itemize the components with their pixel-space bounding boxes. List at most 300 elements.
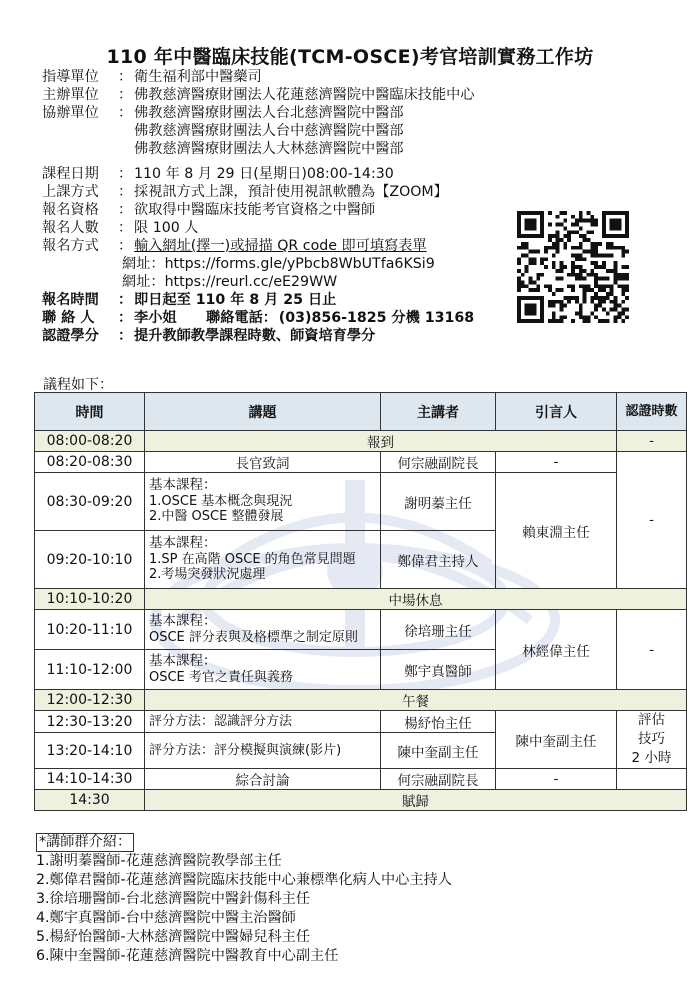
qr-module bbox=[621, 253, 625, 257]
qr-module bbox=[579, 304, 583, 308]
row-speaker: 何宗融副院長 bbox=[381, 452, 496, 473]
qr-module bbox=[575, 257, 579, 261]
row-time: 09:20-10:10 bbox=[35, 531, 145, 589]
qr-module bbox=[552, 253, 556, 257]
row-time: 12:00-12:30 bbox=[35, 690, 145, 711]
qr-module bbox=[521, 319, 525, 323]
qr-module bbox=[590, 296, 594, 300]
qr-module bbox=[525, 284, 529, 288]
qr-module bbox=[529, 311, 533, 315]
qr-module bbox=[571, 288, 575, 292]
header-credit: 認證時數 bbox=[617, 393, 687, 431]
organizer-value: 佛教慈濟醫療財團法人花蓮慈濟醫院中醫臨床技能中心 bbox=[134, 87, 475, 103]
qr-module bbox=[606, 319, 610, 323]
qr-module bbox=[517, 223, 521, 227]
qr-module bbox=[521, 242, 525, 246]
qr-module bbox=[594, 223, 598, 227]
row-topic: 午餐 bbox=[145, 690, 687, 711]
qr-module bbox=[540, 296, 544, 300]
qr-module bbox=[625, 215, 629, 219]
qr-module bbox=[590, 230, 594, 234]
credit-group-c bbox=[617, 711, 687, 769]
qr-module bbox=[529, 257, 533, 261]
topic-head: 基本課程： bbox=[149, 653, 217, 669]
date-value: 110 年 8 月 29 日(星期日)08:00-14:30 bbox=[134, 166, 394, 182]
qr-module bbox=[617, 219, 621, 223]
speaker-introduction bbox=[36, 833, 452, 966]
qr-module bbox=[590, 311, 594, 315]
qr-module bbox=[559, 315, 563, 319]
supervisor-value: 衛生福利部中醫藥司 bbox=[134, 69, 262, 85]
qr-module bbox=[610, 308, 614, 312]
qr-module bbox=[583, 238, 587, 242]
qr-module bbox=[602, 265, 606, 269]
organizer-row bbox=[42, 86, 682, 104]
qr-module bbox=[529, 226, 533, 230]
qr-module bbox=[606, 234, 610, 238]
qr-module bbox=[590, 242, 594, 246]
co-organizer-row bbox=[42, 104, 682, 122]
credit-group-b: - bbox=[617, 610, 687, 690]
qr-module bbox=[532, 250, 536, 254]
qr-module bbox=[587, 250, 591, 254]
qr-module bbox=[517, 219, 521, 223]
qr-module bbox=[587, 284, 591, 288]
credit-group-a: - bbox=[617, 452, 687, 589]
qr-module bbox=[614, 211, 618, 215]
qr-module bbox=[594, 219, 598, 223]
co-organizer-value-1: 佛教慈濟醫療財團法人台北慈濟醫院中醫部 bbox=[134, 105, 404, 121]
qr-module bbox=[540, 308, 544, 312]
qr-module bbox=[575, 265, 579, 269]
qr-module bbox=[521, 246, 525, 250]
phone-label: 聯絡電話 bbox=[206, 310, 263, 326]
qr-module bbox=[583, 296, 587, 300]
qr-module bbox=[617, 311, 621, 315]
qr-module bbox=[625, 223, 629, 227]
qr-module bbox=[548, 288, 552, 292]
qr-module bbox=[567, 238, 571, 242]
qr-module bbox=[571, 246, 575, 250]
qr-module bbox=[579, 277, 583, 281]
qr-module bbox=[525, 296, 529, 300]
qr-module bbox=[606, 242, 610, 246]
qr-module bbox=[525, 253, 529, 257]
row-time: 08:20-08:30 bbox=[35, 452, 145, 473]
qr-module bbox=[594, 308, 598, 312]
qr-module bbox=[625, 288, 629, 292]
qr-module bbox=[567, 300, 571, 304]
row-topic: 評分方法：評分模擬與演練(影片) bbox=[145, 733, 381, 769]
qr-module bbox=[517, 277, 521, 281]
qr-module bbox=[602, 288, 606, 292]
qr-module bbox=[556, 238, 560, 242]
qr-module bbox=[525, 265, 529, 269]
qr-module bbox=[594, 250, 598, 254]
qr-module bbox=[556, 246, 560, 250]
qr-module bbox=[540, 261, 544, 265]
qr-module bbox=[621, 300, 625, 304]
qr-module bbox=[590, 253, 594, 257]
row-time: 08:00-08:20 bbox=[35, 431, 145, 452]
qr-module bbox=[590, 300, 594, 304]
row-topic bbox=[145, 473, 381, 531]
qr-module bbox=[548, 284, 552, 288]
page-title: 110 年中醫臨床技能(TCM-OSCE)考官培訓實務工作坊 bbox=[106, 46, 594, 68]
deadline-value: 即日起至 110 年 8 月 25 日止 bbox=[134, 292, 337, 308]
qr-module bbox=[610, 242, 614, 246]
qr-module bbox=[575, 230, 579, 234]
list-item: 3.徐培珊醫師-台北慈濟醫院中醫針傷科主任 bbox=[36, 891, 311, 907]
qr-module bbox=[521, 296, 525, 300]
table-row bbox=[35, 790, 687, 811]
qr-module bbox=[556, 230, 560, 234]
qr-module bbox=[610, 211, 614, 215]
qr-module bbox=[540, 226, 544, 230]
qr-module bbox=[532, 288, 536, 292]
qr-module bbox=[625, 219, 629, 223]
qr-module bbox=[617, 226, 621, 230]
qr-module bbox=[579, 246, 583, 250]
qr-module bbox=[571, 253, 575, 257]
qr-module bbox=[610, 226, 614, 230]
topic-head: 基本課程： bbox=[149, 535, 217, 552]
qr-module bbox=[556, 223, 560, 227]
qr-module bbox=[590, 261, 594, 265]
qr-module bbox=[525, 311, 529, 315]
header-speaker: 主講者 bbox=[381, 393, 496, 431]
qr-module bbox=[617, 315, 621, 319]
qr-module bbox=[563, 242, 567, 246]
qr-module bbox=[567, 273, 571, 277]
qr-module bbox=[525, 246, 529, 250]
qr-module bbox=[529, 308, 533, 312]
qr-module bbox=[594, 304, 598, 308]
qr-module bbox=[583, 219, 587, 223]
qr-module bbox=[548, 223, 552, 227]
topic-head: 基本課程： bbox=[149, 613, 217, 629]
qr-module bbox=[525, 304, 529, 308]
capacity-label: 報名人數 bbox=[42, 220, 99, 236]
qr-module bbox=[617, 223, 621, 227]
qr-module bbox=[583, 292, 587, 296]
row-time: 11:10-12:00 bbox=[35, 650, 145, 690]
qr-module bbox=[575, 300, 579, 304]
qr-module bbox=[583, 288, 587, 292]
qr-module bbox=[602, 223, 606, 227]
colon: ： bbox=[118, 105, 133, 121]
host-group-a: 賴東淵主任 bbox=[496, 473, 617, 589]
qr-module bbox=[517, 304, 521, 308]
qr-module bbox=[583, 315, 587, 319]
co-organizer-label: 協辦單位 bbox=[42, 105, 99, 121]
supervisor-label: 指導單位 bbox=[42, 69, 99, 85]
qr-module bbox=[594, 281, 598, 285]
qr-module bbox=[606, 211, 610, 215]
list-item: 4.鄭宇真醫師-台中慈濟醫院中醫主治醫師 bbox=[36, 910, 296, 926]
qr-module bbox=[610, 223, 614, 227]
qr-module bbox=[525, 269, 529, 273]
qr-module bbox=[602, 296, 606, 300]
qr-module bbox=[598, 253, 602, 257]
qr-module bbox=[614, 219, 618, 223]
qr-module bbox=[575, 246, 579, 250]
qr-module bbox=[556, 300, 560, 304]
qr-module bbox=[548, 304, 552, 308]
qr-module bbox=[571, 269, 575, 273]
qr-module bbox=[621, 319, 625, 323]
qr-module bbox=[617, 234, 621, 238]
qr-module bbox=[598, 300, 602, 304]
qr-module bbox=[552, 246, 556, 250]
qr-module bbox=[579, 315, 583, 319]
row-topic: 長官致詞 bbox=[145, 452, 381, 473]
qr-module bbox=[525, 308, 529, 312]
qr-module bbox=[540, 304, 544, 308]
row-topic: 報到 bbox=[145, 431, 617, 452]
qr-module bbox=[563, 219, 567, 223]
qr-module bbox=[614, 269, 618, 273]
co-organizer-value-3: 佛教慈濟醫療財團法人大林慈濟醫院中醫部 bbox=[134, 141, 404, 157]
qr-module bbox=[563, 226, 567, 230]
row-speaker: 何宗融副院長 bbox=[381, 769, 496, 790]
table-row bbox=[35, 473, 687, 531]
qr-code-icon[interactable] bbox=[517, 211, 629, 323]
qr-module bbox=[621, 250, 625, 254]
row-speaker: 徐培珊主任 bbox=[381, 610, 496, 650]
qr-module bbox=[614, 273, 618, 277]
qr-module bbox=[552, 315, 556, 319]
qr-module bbox=[532, 211, 536, 215]
credit-line: 2 小時 bbox=[631, 750, 672, 766]
qr-module bbox=[621, 211, 625, 215]
qr-module bbox=[517, 230, 521, 234]
colon: ： bbox=[118, 166, 133, 182]
qr-module bbox=[525, 211, 529, 215]
qr-module bbox=[606, 269, 610, 273]
qr-module bbox=[556, 215, 560, 219]
qr-module bbox=[587, 273, 591, 277]
list-item: 5.楊紓怡醫師-大林慈濟醫院中醫婦兒科主任 bbox=[36, 929, 311, 945]
qr-module bbox=[621, 234, 625, 238]
registration-url-1[interactable]: 網址：https://forms.gle/yPbcb8WbUTfa6KSi9 bbox=[122, 256, 435, 272]
qr-module bbox=[602, 253, 606, 257]
qr-module bbox=[579, 211, 583, 215]
qr-module bbox=[587, 211, 591, 215]
row-topic: 評分方法：認識評分方法 bbox=[145, 711, 381, 733]
qr-module bbox=[559, 269, 563, 273]
qr-module bbox=[610, 288, 614, 292]
qr-module bbox=[544, 265, 548, 269]
host-group-b: 林經偉主任 bbox=[496, 610, 617, 690]
row-speaker: 鄭偉君主持人 bbox=[381, 531, 496, 589]
qr-module bbox=[529, 288, 533, 292]
qr-module bbox=[625, 315, 629, 319]
qr-module bbox=[548, 246, 552, 250]
qr-module bbox=[529, 304, 533, 308]
qr-module bbox=[614, 296, 618, 300]
qr-module bbox=[556, 288, 560, 292]
qr-module bbox=[602, 300, 606, 304]
topic-line: 1.SP 在高階 OSCE 的角色常見問題 bbox=[149, 551, 356, 567]
qr-module bbox=[606, 246, 610, 250]
qr-module bbox=[525, 319, 529, 323]
qr-module bbox=[536, 211, 540, 215]
row-topic bbox=[145, 531, 381, 589]
qr-module bbox=[529, 250, 533, 254]
list-item: 1.謝明蓁醫師-花蓮慈濟醫院教學部主任 bbox=[36, 853, 282, 869]
qr-module bbox=[625, 296, 629, 300]
qr-module bbox=[625, 226, 629, 230]
qr-module bbox=[598, 284, 602, 288]
qr-module bbox=[587, 319, 591, 323]
qr-module bbox=[594, 296, 598, 300]
row-host: - bbox=[496, 769, 617, 790]
row-topic: 賦歸 bbox=[145, 790, 687, 811]
qr-module bbox=[563, 315, 567, 319]
qr-module bbox=[525, 234, 529, 238]
qr-module bbox=[517, 215, 521, 219]
qr-module bbox=[614, 300, 618, 304]
qr-module bbox=[590, 269, 594, 273]
date-row bbox=[42, 165, 682, 183]
qr-module bbox=[521, 281, 525, 285]
qr-module bbox=[594, 292, 598, 296]
qr-module bbox=[540, 223, 544, 227]
row-topic: 綜合討論 bbox=[145, 769, 381, 790]
qr-module bbox=[610, 219, 614, 223]
qr-module bbox=[602, 226, 606, 230]
row-speaker: 謝明蓁主任 bbox=[381, 473, 496, 531]
qr-module bbox=[517, 226, 521, 230]
colon: ： bbox=[118, 184, 133, 200]
colon: ： bbox=[118, 238, 133, 254]
qr-module bbox=[556, 242, 560, 246]
qr-module bbox=[529, 277, 533, 281]
qr-module bbox=[602, 284, 606, 288]
qr-module bbox=[610, 284, 614, 288]
qr-module bbox=[614, 226, 618, 230]
qr-module bbox=[567, 230, 571, 234]
qr-module bbox=[536, 273, 540, 277]
row-speaker: 楊紓怡主任 bbox=[381, 711, 496, 733]
qr-module bbox=[606, 284, 610, 288]
capacity-value: 限 100 人 bbox=[134, 220, 199, 236]
qr-module bbox=[556, 250, 560, 254]
qr-module bbox=[536, 296, 540, 300]
method-label: 報名方式 bbox=[42, 238, 99, 254]
qr-module bbox=[556, 234, 560, 238]
qr-module bbox=[559, 304, 563, 308]
qr-module bbox=[521, 211, 525, 215]
qr-module bbox=[536, 288, 540, 292]
qr-module bbox=[552, 292, 556, 296]
qr-module bbox=[540, 211, 544, 215]
qr-module bbox=[606, 253, 610, 257]
qr-module bbox=[575, 219, 579, 223]
credit-line: 技巧 bbox=[638, 731, 665, 747]
qr-module bbox=[621, 288, 625, 292]
qr-module bbox=[575, 273, 579, 277]
qr-module bbox=[540, 319, 544, 323]
qr-module bbox=[536, 234, 540, 238]
qr-module bbox=[571, 273, 575, 277]
qr-module bbox=[598, 265, 602, 269]
qr-module bbox=[594, 261, 598, 265]
qr-module bbox=[598, 319, 602, 323]
qr-module bbox=[621, 311, 625, 315]
qr-module bbox=[540, 219, 544, 223]
qr-module bbox=[532, 234, 536, 238]
qr-module bbox=[602, 308, 606, 312]
qr-module bbox=[579, 226, 583, 230]
qr-module bbox=[579, 284, 583, 288]
qr-module bbox=[517, 300, 521, 304]
qr-module bbox=[532, 281, 536, 285]
row-speaker: 陳中奎副主任 bbox=[381, 733, 496, 769]
qr-module bbox=[575, 223, 579, 227]
qr-module bbox=[548, 300, 552, 304]
qr-module bbox=[594, 315, 598, 319]
registration-url-2[interactable]: 網址：https://reurl.cc/eE29WW bbox=[122, 274, 338, 290]
contact-label: 聯 絡 人 bbox=[42, 310, 95, 326]
qr-module bbox=[598, 288, 602, 292]
qr-module bbox=[536, 250, 540, 254]
qr-module bbox=[563, 246, 567, 250]
qr-module bbox=[621, 265, 625, 269]
qr-module bbox=[567, 284, 571, 288]
qr-module bbox=[525, 242, 529, 246]
qr-module bbox=[567, 234, 571, 238]
qr-module bbox=[532, 226, 536, 230]
qr-module bbox=[614, 281, 618, 285]
header-topic: 講題 bbox=[145, 393, 381, 431]
qr-module bbox=[532, 219, 536, 223]
qr-module bbox=[590, 273, 594, 277]
qr-module bbox=[532, 296, 536, 300]
qr-module bbox=[559, 319, 563, 323]
list-item: 2.鄭偉君醫師-花蓮慈濟醫院臨床技能中心兼標準化病人中心主持人 bbox=[36, 872, 452, 888]
qr-module bbox=[579, 269, 583, 273]
qr-module bbox=[559, 308, 563, 312]
qr-module bbox=[517, 211, 521, 215]
qr-module bbox=[602, 277, 606, 281]
qr-module bbox=[563, 265, 567, 269]
row-time: 14:10-14:30 bbox=[35, 769, 145, 790]
row-topic bbox=[145, 610, 381, 650]
qr-module bbox=[529, 211, 533, 215]
qr-module bbox=[583, 319, 587, 323]
qr-module bbox=[559, 277, 563, 281]
qr-module bbox=[598, 242, 602, 246]
qr-module bbox=[583, 257, 587, 261]
row-credit bbox=[617, 769, 687, 790]
qr-module bbox=[579, 311, 583, 315]
qr-module bbox=[625, 230, 629, 234]
qr-module bbox=[517, 269, 521, 273]
mode-value: 採視訊方式上課，預計使用視訊軟體為【ZOOM】 bbox=[134, 184, 448, 200]
qr-module bbox=[559, 300, 563, 304]
qr-module bbox=[517, 284, 521, 288]
qr-module bbox=[614, 315, 618, 319]
colon: ： bbox=[118, 292, 133, 308]
qr-module bbox=[617, 304, 621, 308]
qr-module bbox=[610, 246, 614, 250]
qr-module bbox=[532, 223, 536, 227]
phone-value: (03)856-1825 分機 13168 bbox=[278, 310, 475, 326]
qr-module bbox=[532, 261, 536, 265]
qr-module bbox=[552, 265, 556, 269]
